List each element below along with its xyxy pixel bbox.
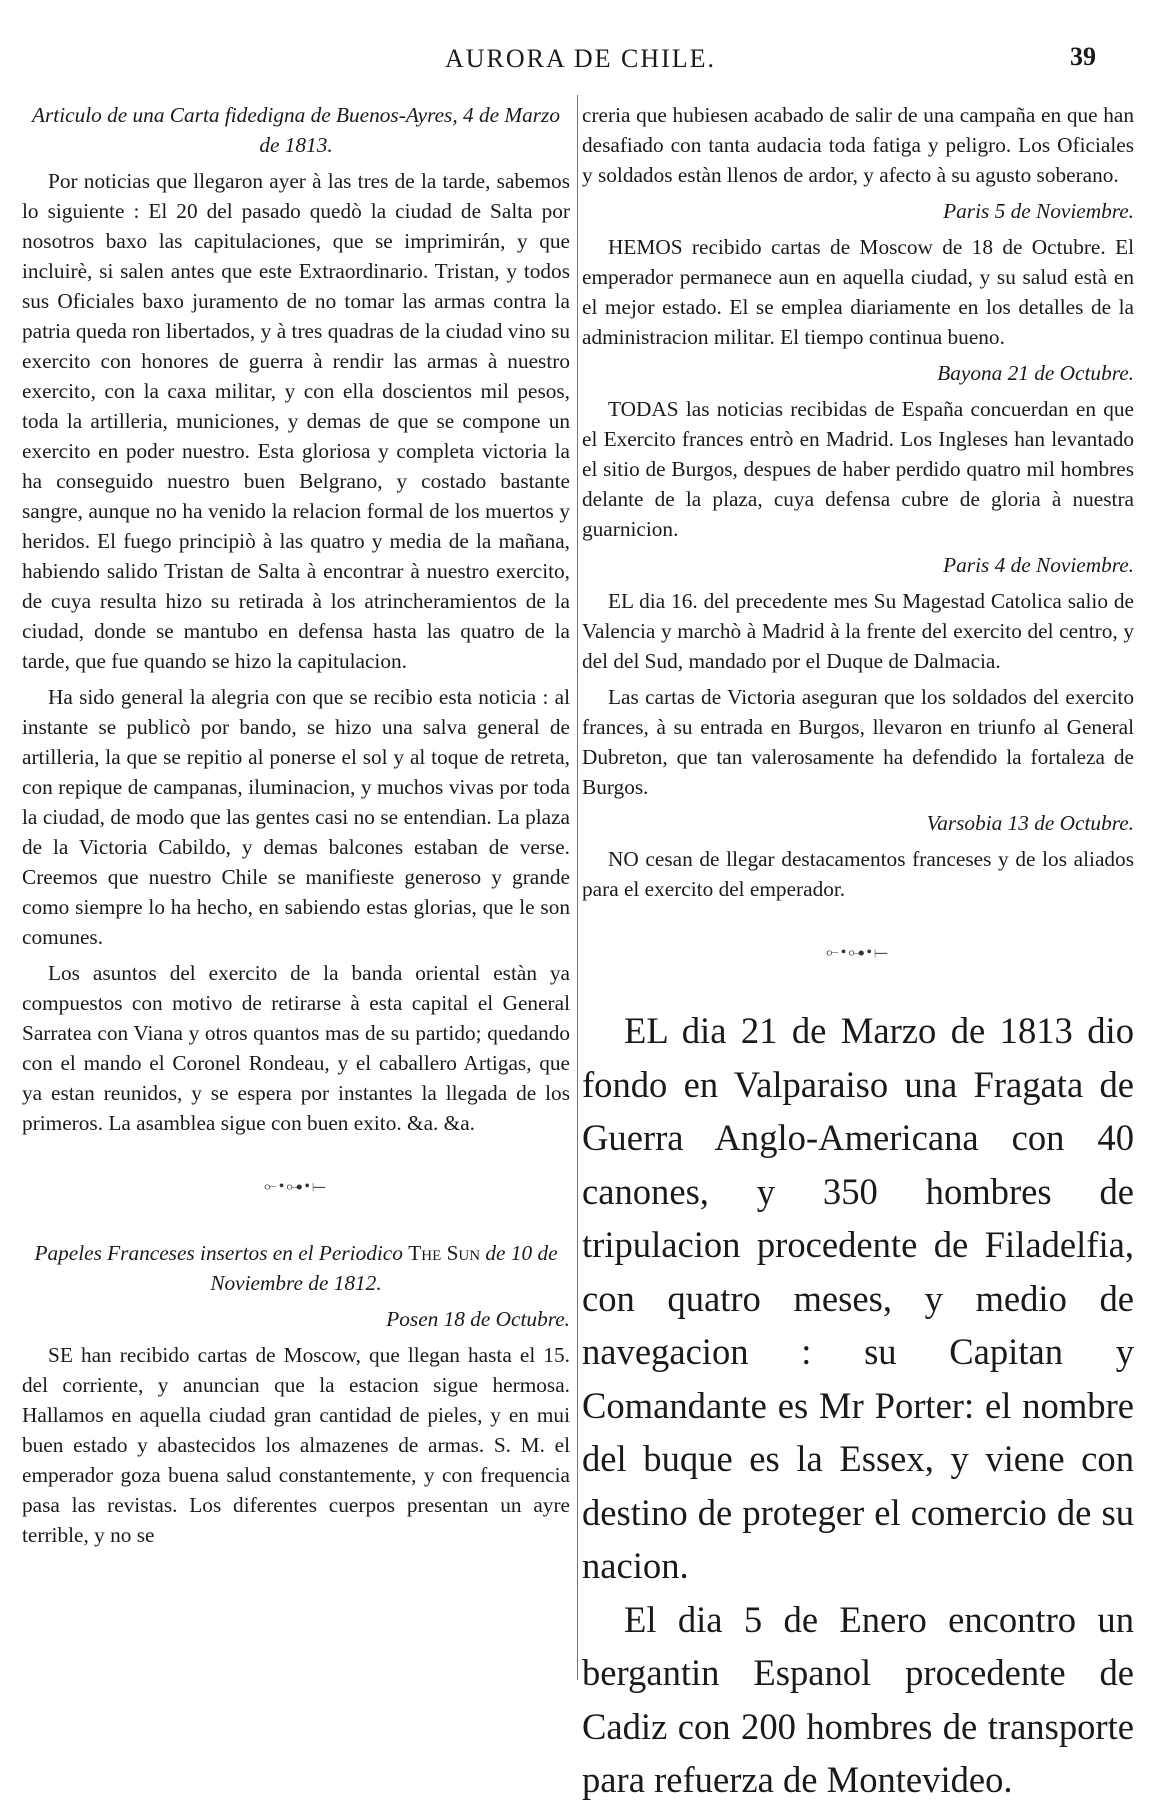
column-divider (577, 95, 578, 1680)
article-paragraph: NO cesan de llegar destacamentos franceses y de los aliados para el exercito del emperador. (582, 847, 1134, 901)
title-part: Papeles Franceses insertos en el Periodico (34, 1241, 403, 1265)
notice-large-type (582, 1004, 1134, 1807)
masthead: AURORA DE CHILE. (444, 44, 717, 73)
article-paragraph: Ha sido general la alegria con que se recibio esta noticia : al instante se publicò por bando, se hizo una salva general de artilleria, la que se repitio al ponerse el sol y al toque de retreta, con repique de campanas, iluminacion, y muchos vivas por toda la ciudad, de modo que las gentes casi no se entendian. La plaza de la Victoria Cabildo, y demas balcones estaban de verse. Creemos que nuestro Chile se manifieste generoso y grande como siempre lo ha hecho, en sabiendo estas glorias, que le son comunes. (22, 685, 570, 949)
newspaper-name: The Sun (408, 1241, 481, 1265)
dateline: Varsobia 13 de Octubre. (926, 811, 1134, 835)
dateline: Posen 18 de Octubre. (386, 1307, 570, 1331)
dateline: Paris 4 de Noviembre. (943, 553, 1134, 577)
dateline: Paris 5 de Noviembre. (943, 199, 1134, 223)
article-paragraph: Los asuntos del exercito de la banda oriental estàn ya compuestos con motivo de retirarse à esta capital el General Sarratea con Viana y otros quantos mas de su partido; quedando con el mando el Coronel Rondeau, y el caballero Artigas, que ya estan reunidos, y se espera por instantes la llegada de los primeros. La asamblea sigue con buen exito. &a. &a. (22, 961, 570, 1135)
dateline: Bayona 21 de Octubre. (937, 361, 1134, 385)
section-separator: ⟜•⊶•⟝ (263, 1178, 328, 1195)
article-paragraph: Las cartas de Victoria aseguran que los soldados del exercito frances, à su entrada en Burgos, llevaron en triunfo al General Dubreton, que tan valerosamente ha defendido la fortaleza de Burgos. (582, 685, 1134, 799)
right-column (582, 100, 1134, 1807)
section-separator: ⟜•⊶•⟝ (825, 944, 890, 961)
article-paragraph: HEMOS recibido cartas de Moscow de 18 de Octubre. El emperador permanece aun en aquella ciudad, y su salud està en el mejor estado. El se emplea diariamente en los detalles de la administracion militar. El tiempo continua bueno. (582, 235, 1134, 349)
article-paragraph: EL dia 16. del precedente mes Su Magestad Catolica salio de Valencia y marchò à Madrid à la frente del exercito del centro, y del del Sud, mandado por el Duque de Dalmacia. (582, 589, 1134, 673)
page-number: 39 (1070, 42, 1096, 71)
article-title (22, 1238, 570, 1298)
article-paragraph: SE han recibido cartas de Moscow, que llegan hasta el 15. del corriente, y anuncian que la estacion sigue hermosa. Hallamos en aquella ciudad gran cantidad de pieles, y en mui buen estado y abastecidos los almazenes de armas. S. M. el emperador goza buena salud constantemente, y con frequencia pasa las revistas. Los diferentes cuerpos presentan un ayre terrible, y no se (22, 1343, 570, 1547)
article-title: Articulo de una Carta fidedigna de Buenos-Ayres, 4 de Marzo de 1813. (31, 103, 560, 157)
article-paragraph: Por noticias que llegaron ayer à las tres de la tarde, sabemos lo siguiente : El 20 del pasado quedò la ciudad de Salta por nosotros baxo las capitulaciones, que se imprimirán, y que incluirè, si salen antes que este Extraordinario. Tristan, y todos sus Oficiales baxo juramento de no tomar las armas contra la patria queda ron libertados, y à tres quadras de la ciudad vino su exercito con honores de guerra à rendir las armas à nuestro exercito, con la caxa militar, y con ella doscientos mil pesos, toda la artilleria, municiones, y demas de que se compone un exercito en poder nuestro. Esta gloriosa y completa victoria la ha conseguido nuestro buen Belgrano, y costado bastante sangre, aunque no ha venido la relacion formal de los muertos y heridos. El fuego principiò à las quatro y media de la mañana, habiendo salido Tristan de Salta à encontrar à nuestro exercito, de cuya resulta hizo su retirada à los atrincheramientos de la ciudad, donde se mantubo en defensa hasta las quatro de la tarde, que fue quando se hizo la capitulacion. (22, 169, 570, 673)
article-paragraph: creria que hubiesen acabado de salir de una campaña en que han desafiado con tanta audacia toda fatiga y peligro. Los Oficiales y soldados estàn llenos de ardor, y afecto à su agusto soberano. (582, 103, 1134, 187)
notice-paragraph: EL dia 21 de Marzo de 1813 dio fondo en Valparaiso una Fragata de Guerra Anglo-Americana con 40 canones, y 350 hombres de tripulacion procedente de Filadelfia, con quatro meses, y medio de navegacion : su Capitan y Comandante es Mr Porter: el nombre del buque es la Essex, y viene con destino de proteger el comercio de su nacion. (582, 1010, 1134, 1586)
notice-paragraph: El dia 5 de Enero encontro un bergantin Espanol procedente de Cadiz con 200 hombres de transporte para refuerza de Montevideo. (582, 1598, 1134, 1800)
article-paragraph: TODAS las noticias recibidas de España concuerdan en que el Exercito frances entrò en Madrid. Los Ingleses han levantado el sitio de Burgos, despues de haber perdido quatro mil hombres delante de la plaza, cuya defensa cubre de gloria à nuestra guarnicion. (582, 397, 1134, 541)
title-part: de 10 de Noviembre de 1812. (210, 1241, 558, 1295)
left-column (22, 100, 570, 1556)
